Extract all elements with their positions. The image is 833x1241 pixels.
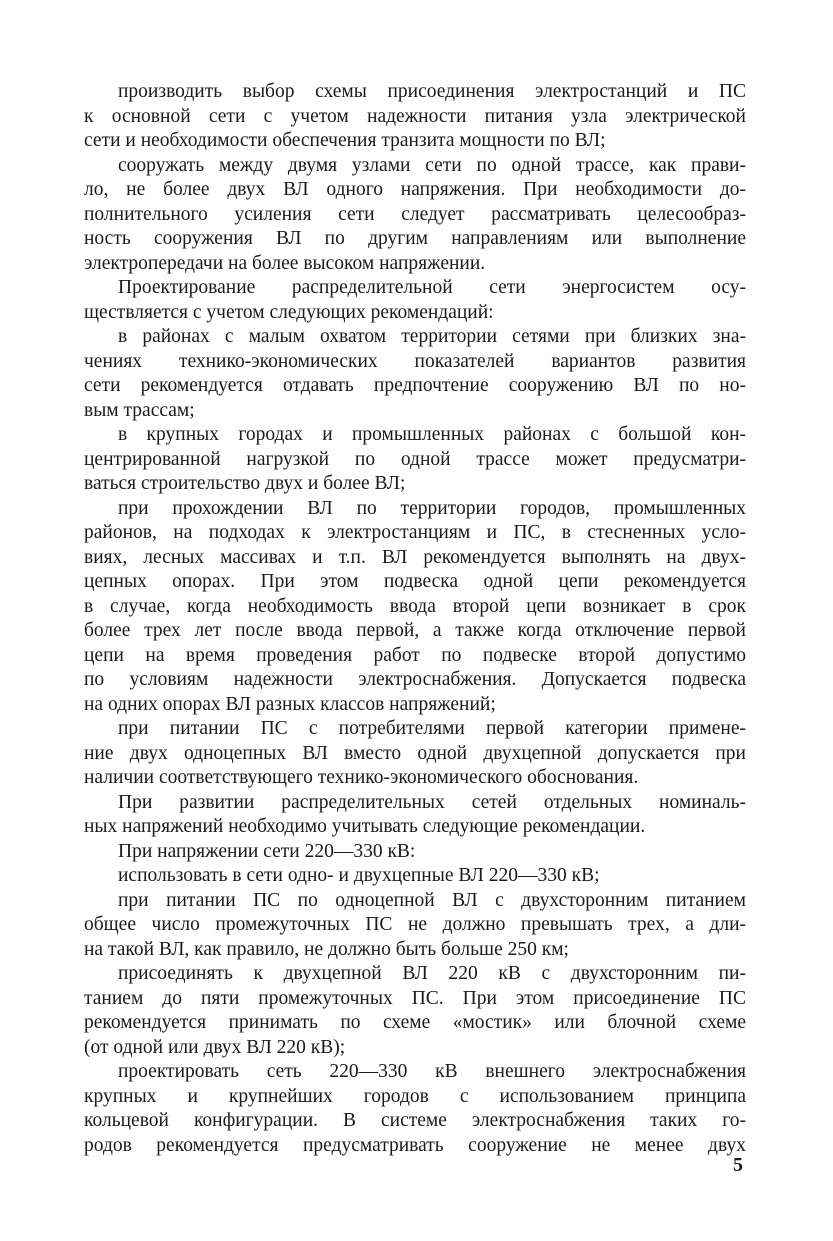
text-line: крупных и крупнейших городов с использованием принципа	[84, 1085, 746, 1107]
text-line: при прохождении ВЛ по территории городов, промышленных	[118, 497, 746, 519]
text-line: при питании ПС по одноцепной ВЛ с двухсторонним питанием	[118, 889, 746, 911]
page-body	[84, 80, 746, 1158]
paragraph	[84, 717, 746, 791]
text-line: При напряжении сети 220—330 кВ:	[118, 840, 416, 862]
text-line: центрированной нагрузкой по одной трассе может предусматри-	[84, 448, 746, 470]
paragraph	[84, 840, 746, 865]
paragraph	[84, 791, 746, 840]
text-line: в случае, когда необходимость ввода второй цепи возникает в срок	[84, 595, 746, 617]
text-line: на одних опорах ВЛ разных классов напряжений;	[84, 693, 496, 715]
page-number: 5	[733, 1154, 743, 1176]
paragraph	[84, 325, 746, 423]
text-line: кольцевой конфигурации. В системе электроснабжения таких го-	[84, 1110, 746, 1131]
text-line: к основной сети с учетом надежности питания узла электрической	[84, 105, 746, 127]
text-line: ваться строительство двух и более ВЛ;	[84, 473, 406, 494]
text-line: (от одной или двух ВЛ 220 кВ);	[84, 1036, 346, 1058]
text-line: полнительного усиления сети следует рассматривать целесообраз-	[84, 203, 746, 225]
text-line: производить выбор схемы присоединения электростанций и ПС	[118, 81, 746, 102]
text-line: в районах с малым охватом территории сетями при близких зна-	[118, 326, 746, 347]
text-line: вым трассам;	[84, 399, 195, 421]
paragraph	[84, 423, 746, 497]
paragraph	[84, 1060, 746, 1158]
paragraph	[84, 276, 746, 325]
text-line: ных напряжений необходимо учитывать следующие рекомендации.	[84, 816, 646, 837]
text-line: наличии соответствующего технико-экономического обоснования.	[84, 767, 639, 788]
text-line: ность сооружения ВЛ по другим направлениям или выполнение	[84, 228, 746, 249]
paragraph	[84, 154, 746, 277]
text-line: ществляется с учетом следующих рекомендаций:	[84, 301, 494, 323]
paragraph	[84, 889, 746, 963]
text-line: танием до пяти промежуточных ПС. При этом присоединение ПС	[84, 987, 746, 1009]
text-line: рекомендуется принимать по схеме «мостик» или блочной схеме	[84, 1012, 746, 1033]
text-line: присоединять к двухцепной ВЛ 220 кВ с двухсторонним пи-	[118, 963, 746, 984]
paragraph	[84, 80, 746, 154]
text-line: родов рекомендуется предусматривать сооружение не менее двух	[84, 1134, 746, 1156]
text-line: использовать в сети одно- и двухцепные ВЛ 220—330 кВ;	[118, 865, 600, 886]
text-line: ние двух одноцепных ВЛ вместо одной двухцепной допускается при	[84, 742, 746, 764]
text-line: При развитии распределительных сетей отдельных номиналь-	[118, 791, 746, 813]
paragraph	[84, 962, 746, 1060]
text-line: цепи на время проведения работ по подвеске второй допустимо	[84, 644, 746, 666]
text-line: в крупных городах и промышленных районах с большой кон-	[118, 424, 746, 445]
text-line: Проектирование распределительной сети энергосистем осу-	[118, 277, 746, 298]
text-line: электропередачи на более высоком напряжении.	[84, 252, 486, 274]
text-line: общее число промежуточных ПС не должно превышать трех, а дли-	[84, 914, 746, 935]
text-line: проектировать сеть 220—330 кВ внешнего электроснабжения	[118, 1061, 746, 1082]
paragraph	[84, 497, 746, 718]
text-line: на такой ВЛ, как правило, не должно быть больше 250 км;	[84, 938, 569, 960]
text-line: более трех лет после ввода первой, а также когда отключение первой	[84, 620, 746, 641]
text-line: сети рекомендуется отдавать предпочтение сооружению ВЛ по но-	[84, 375, 746, 396]
text-line: виях, лесных массивах и т.п. ВЛ рекомендуется выполнять на двух-	[84, 546, 746, 568]
text-line: ло, не более двух ВЛ одного напряжения. При необходимости до-	[84, 179, 746, 200]
text-line: по условиям надежности электроснабжения. Допускается подвеска	[84, 669, 746, 690]
paragraph	[84, 864, 746, 889]
text-line: цепных опорах. При этом подвеска одной цепи рекомендуется	[84, 571, 746, 592]
text-line: чениях технико-экономических показателей вариантов развития	[84, 350, 746, 372]
text-line: районов, на подходах к электростанциям и ПС, в стесненных усло-	[84, 522, 746, 543]
text-line: сети и необходимости обеспечения транзита мощности по ВЛ;	[84, 130, 606, 151]
text-line: при питании ПС с потребителями первой категории примене-	[118, 718, 746, 739]
text-line: сооружать между двумя узлами сети по одной трассе, как прави-	[118, 154, 746, 176]
